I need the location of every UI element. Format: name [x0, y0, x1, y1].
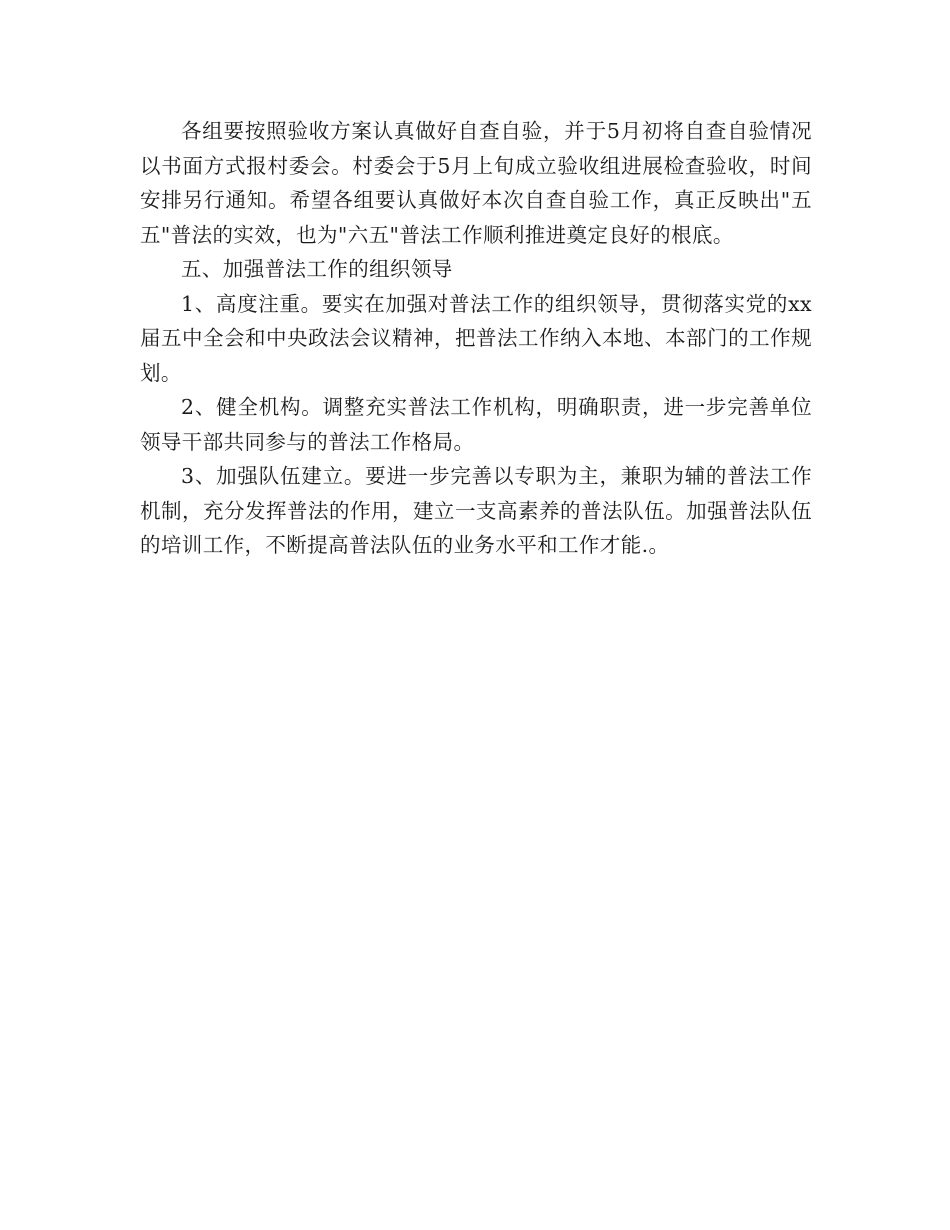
paragraph-self-inspection: 各组要按照验收方案认真做好自查自验，并于5月初将自查自验情况以书面方式报村委会。村委会于5月上旬成立验收组进展检查验收，时间安排另行通知。希望各组要认真做好本次自查自验工作，真正反映出"五五"普法的实效，也为"六五"普法工作顺利推进奠定良好的根底。	[140, 119, 812, 247]
document-body	[140, 114, 812, 563]
paragraph-item-3: 3、加强队伍建立。要进一步完善以专职为主，兼职为辅的普法工作机制，充分发挥普法的作用，建立一支高素养的普法队伍。加强普法队伍的培训工作，不断提高普法队伍的业务水平和工作才能.。	[140, 464, 812, 557]
paragraph-item-2: 2、健全机构。调整充实普法工作机构，明确职责，进一步完善单位领导干部共同参与的普法工作格局。	[140, 395, 812, 454]
paragraph-item-1: 1、高度注重。要实在加强对普法工作的组织领导，贯彻落实党的xx届五中全会和中央政法会议精神，把普法工作纳入本地、本部门的工作规划。	[140, 291, 812, 385]
section-heading-five: 五、加强普法工作的组织领导	[181, 257, 453, 281]
